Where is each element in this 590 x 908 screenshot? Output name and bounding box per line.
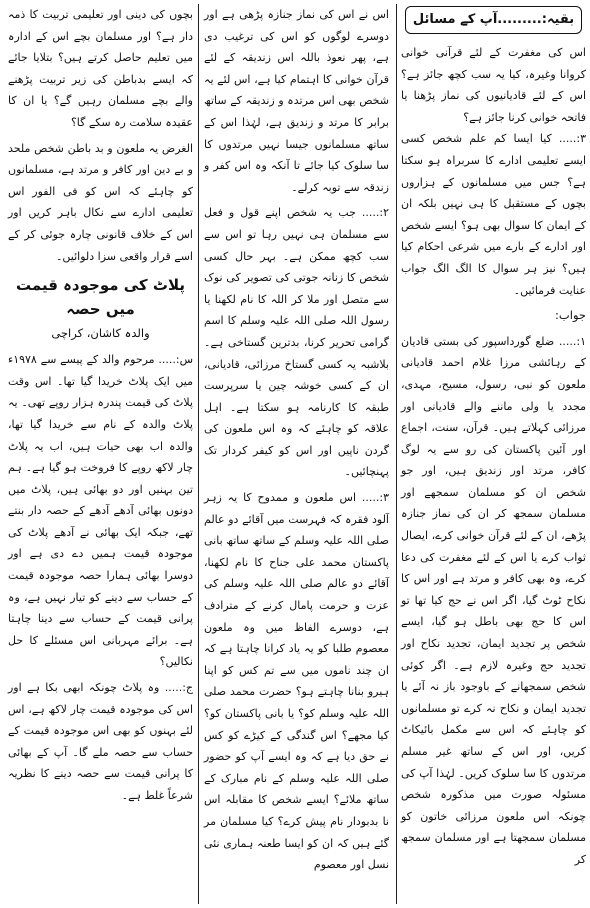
right-column <box>397 0 590 908</box>
reply-paragraph: ۳:..... اس ملعون و ممدوح کا یہ زہر آلود فقرہ کہ فہرست میں آقائے دو عالم صلی اللہ علیہ وسلم کے ساتھ ساتھ بانی پاکستان محمد علی جناح کا نام لکھنا، آقائے دو عالم صلی اللہ علیہ وسلم کی عزت و حرمت پامال کرنے کے مترادف ہے، دوسرے الفاظ میں وہ ملعون معصوم طلبا کو یہ یاد کرانا چاہتا ہے کہ ان چند ناموں میں سے تم کس کو اپنا ہیرو بنانا چاہتے ہو؟ حضرت محمد صلی اللہ علیہ وسلم کو؟ یا بانی پاکستان کو؟ کیا مجھے؟ اس گندگی کے کیڑے کو کس نے حق دیا ہے کہ وہ ایسے آپ کو حضور صلی اللہ علیہ وسلم کے نام مبارک کے ساتھ ملائے؟ ایسے شخص کا مقابلہ اس نا بدبودار نام پیش کرے؟ کیا مسلمان مر گئے ہیں کہ ان کو ایسا طعنہ ہماری نئی نسل اور معصوم <box>204 491 389 872</box>
middle-column <box>200 0 393 908</box>
header-title: بقیہ:.........آپ کے مسائل <box>412 12 575 28</box>
section-byline: والدہ کاشان، کراچی <box>51 326 150 341</box>
reply-paragraph: الغرض یہ ملعون و بد باطن شخص ملحد و بے دین اور کافر و مرتد ہے، مسلمانوں کو چاہئے کہ اس کو فی الفور اس تعلیمی ادارے سے نکال باہر کریں اور اس کے خلاف قانونی چارہ جوئی کر کے اسے قرار واقعی سزا دلوائیں۔ <box>8 141 193 263</box>
question-paragraph: س:..... مرحوم والد کے پیسے سے ۱۹۷۸ء میں ایک پلاٹ خریدا گیا تھا۔ اس وقت پلاٹ کی قیمت پندرہ ہزار روپے تھی۔ یہ پلاٹ والدہ کے نام سے خریدا گیا تھا، والدہ اب بھی حیات ہیں، اب یہ پلاٹ چار لاکھ روپے کا فروخت ہو گیا ہے۔ ہم تین بہنیں اور دو بھائی ہیں، پلاٹ میں دونوں بھائی آدھے آدھے کے حصہ دار بنتے تھے، جبکہ ایک بھائی نے آدھے پلاٹ کی موجودہ قیمت ہمیں دے دی ہے اور دوسرا بھائی ہمارا حصہ موجودہ قیمت کے حساب سے دینے کو تیار نہیں ہے، وہ پرانی قیمت کے حساب سے دینا چاہتا ہے۔ برائے مہربانی اس مسئلے کا حل نکالیں؟ <box>8 353 193 669</box>
question-paragraph: اس کی مغفرت کے لئے قرآنی خوانی کروانا وغیرہ، کیا یہ سب کچھ جائز ہے؟ اس کے لئے قادیانیوں کی نماز پڑھنا یا فاتحہ خوانی کرنا جائز ہے؟ <box>401 46 586 124</box>
reply-paragraph: ۱:..... ضلع گورداسپور کی بستی قادیان کے رہائشی مرزا غلام احمد قادیانی ملعون کو نبی، رسول، مسیح، مہدی، مجدد یا ولی ماننے والے قادیانی اور مرزائی کہلاتے ہیں۔ قرآن، سنت، اجماع اور آئین پاکستان کی رو سے یہ لوگ کافر، مرتد اور زندیق ہیں، اور جو شخص ان کو مسلمان سمجھے اور مسلمان سمجھ کر ان کی نماز جنازہ پڑھے، ان کے لئے قرآن خوانی کرے، ایصال ثواب کرے یا اس کے لئے مغفرت کی دعا کرے، وہ بھی کافر و مرتد ہے اور اس کا نکاح ٹوٹ گیا، اگر اس نے حج کیا تھا تو اس کا حج بھی باطل ہو گیا، ایسے شخص پر تجدید ایمان، تجدید نکاح اور تجدید حج وغیرہ لازم ہے۔ اگر کوئی شخص سمجھانے کے باوجود باز نہ آئے یا تجدید ایمان و نکاح نہ کرے تو مسلمانوں کو چاہئے کہ اس سے مکمل بائیکاٹ کریں، اور اس کے ساتھ غیر مسلم مرتدوں کا سا سلوک کریں۔ لہٰذا آپ کی مسئولہ صورت میں مذکورہ شخص چونکہ اس ملعون مرزائی خاتون کو مسلمان سمجھتا ہے اور مسلمان سمجھ کر <box>401 334 586 866</box>
section-title: پلاٹ کی موجودہ قیمت میں حصہ <box>16 276 185 319</box>
reply-paragraph: ج:..... وہ پلاٹ چونکہ ابھی بکا ہے اور اس کی موجودہ قیمت چار لاکھ ہے، اس لئے بہنوں کو بھی اس موجودہ قیمت کے حساب سے حصہ ملے گا۔ آپ کے بھائی کا پرانی قیمت سے حصہ دینے کا نظریہ شرعاً غلط ہے۔ <box>8 681 193 802</box>
reply-label: جواب: <box>555 308 586 323</box>
left-column <box>4 0 197 908</box>
reply-paragraph: اس نے اس کی نماز جنازہ پڑھی ہے اور دوسرے لوگوں کو اس کی ترغیب دی ہے، پھر نعوذ باللہ اس زندیقہ کے لئے قرآن خوانی کا اہتمام کیا ہے، اس لئے یہ شخص بھی اس مرتدہ و زندیقہ کے ساتھ برابر کا مرتد و زندیق ہے، لہٰذا اس کے ساتھ مسلمانوں جیسا نہیں مرتدوں کا سا سلوک کیا جائے تا آنکہ وہ اس کفر و زندقہ سے توبہ کرلے۔ <box>204 8 389 194</box>
reply-paragraph: ۲:..... جب یہ شخص اپنے قول و فعل سے مسلمان ہی نہیں رہا تو اس سے سب کچھ ممکن ہے۔ بہر حال کسی شخص کا زنانہ جوتی کی تصویر کی نوک سے متصل اور ملا کر اللہ کا نام لکھنا یا رسول اللہ صلی اللہ علیہ وسلم کا اسم گرامی تحریر کرنا، بدترین گستاخی ہے۔ بلاشبہ یہ کسی گستاخ مرزائی، قادیانی، ان کے کسی خوشہ چین یا سرپرست طبقہ کا کارنامہ ہو سکتا ہے۔ اہل علاقہ کو چاہئے کہ وہ اس ملعون کی گردن ناپیں اور اس کو کیفر کردار تک پہنچائیں۔ <box>204 206 389 479</box>
column-divider <box>198 4 199 904</box>
reply-paragraph: بچوں کی دینی اور تعلیمی تربیت کا ذمہ دار ہے؟ اور مسلمان بچے اس کے ادارہ میں تعلیم حاصل کرتے ہیں؟ بتلایا جائے کہ ایسے بدباطن کی زیر تربیت پڑھنے والے بچے مسلمان رہیں گے؟ یا ان کا عقیدہ سلامت رہ سکے گا؟ <box>8 8 193 129</box>
continuation-header <box>405 6 582 34</box>
question-paragraph: ۳:..... کیا ایسا کم علم شخص کسی ایسے تعلیمی ادارے کا سربراہ ہو سکتا ہے؟ جس میں مسلمانوں کے ہزاروں بچوں کے مستقبل کا ہی نہیں بلکہ ان کے ایمان کا سوال بھی ہو؟ ایسے شخص اور ادارے کے بارے میں شرعی احکام کیا ہیں؟ نیز ہر سوال کا الگ الگ جواب عنایت فرمائیں۔ <box>401 132 586 297</box>
